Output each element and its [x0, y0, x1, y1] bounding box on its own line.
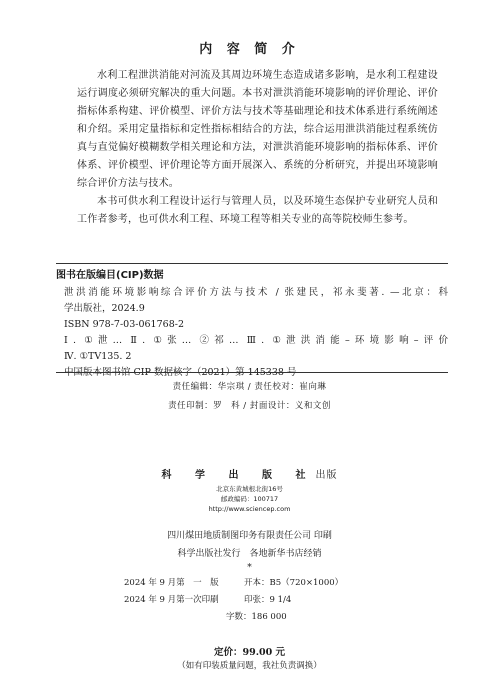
publisher-website: http://www.sciencep.com	[208, 505, 291, 513]
cip-isbn: ISBN 978-7-03-061768-2	[64, 319, 184, 330]
publisher-name	[0, 468, 499, 484]
summary-body	[77, 67, 438, 229]
printing-credits: 责任印制：罗 科 / 封面设计：义和文创	[168, 401, 331, 411]
words-info: 字数：186 000	[226, 612, 287, 622]
printer-name: 四川煤田地质制图印务有限责任公司 印刷	[167, 531, 332, 541]
cip-title-line-continued: 学出版社，2024.9	[64, 303, 145, 314]
publisher-block	[0, 468, 499, 514]
impression-row	[0, 592, 499, 609]
cip-classification-1: Ⅰ. ①泄… Ⅱ. ①张… ②祁… Ⅲ. ①泄洪消能–环境影响–评价	[64, 335, 448, 346]
summary-paragraph: 本书可供水利工程设计运行与管理人员，以及环境生态保护专业研究人员和工作者参考，也可供水利工程、环境工程等相关专业的高等院校师生参考。	[77, 196, 438, 225]
printer-block	[0, 527, 499, 563]
editor-credits: 责任编辑：华宗琪 / 责任校对：崔向琳	[172, 382, 327, 392]
distribution-info: 科学出版社发行 各地新华书店经销	[177, 549, 322, 559]
summary-title: 内 容 简 介	[199, 42, 300, 57]
publisher-name-suffix: 出版	[315, 470, 338, 481]
separator-star: *	[247, 563, 252, 573]
words-row	[0, 609, 499, 626]
price: 定价：99.00 元	[213, 647, 286, 658]
cip-heading: 图书在版编目(CIP)数据	[56, 270, 164, 281]
cip-bottom-rule	[56, 372, 448, 373]
sheets-info: 印张：9 1/4	[244, 595, 292, 605]
impression-info: 2024 年 9 月第一次印刷	[124, 595, 219, 605]
cip-top-rule	[56, 263, 448, 264]
edition-block	[0, 575, 499, 626]
quality-notice: （如有印装质量问题，我社负责调换）	[177, 661, 322, 671]
cip-title-line: 泄洪消能环境影响综合评价方法与技术 / 张建民，祁永斐著. —北京：科	[64, 287, 448, 298]
format-info: 开本：B5（720×1000）	[244, 578, 344, 588]
summary-paragraph: 水利工程泄洪消能对河流及其周边环境生态造成诸多影响，是水利工程建设运行调度必须研究解决的重大问题。本书对泄洪消能环境影响的评价理论、评价指标体系构建、评价模型、评价方法与技术等基础理论和技术体系进行系统阐述和介绍。采用定量指标和定性指标相结合的方法，综合运用泄洪消能过程系统仿真与直觉偏好模糊数学相关理论和方法，对泄洪消能环境影响的指标体系、评价体系、评价模型、评价理论等方面开展深入、系统的分析研究，并提出环境影响综合评价方法与技术。	[77, 70, 438, 189]
edition-info: 2024 年 9 月第 一 版	[124, 578, 219, 588]
publisher-name-text: 科 学 出 版 社	[161, 470, 316, 481]
cip-block	[56, 269, 448, 381]
edition-row	[0, 575, 499, 592]
price-block	[0, 646, 499, 673]
publisher-address: 北京东黄城根北街16号	[216, 485, 283, 493]
cip-number: 中国版本图书馆 CIP 数据核字（2021）第 145338 号	[64, 367, 297, 378]
cip-classification-2: Ⅳ. ①TV135. 2	[64, 351, 132, 362]
publisher-postcode: 邮政编码：100717	[220, 495, 279, 503]
credits	[0, 378, 499, 416]
